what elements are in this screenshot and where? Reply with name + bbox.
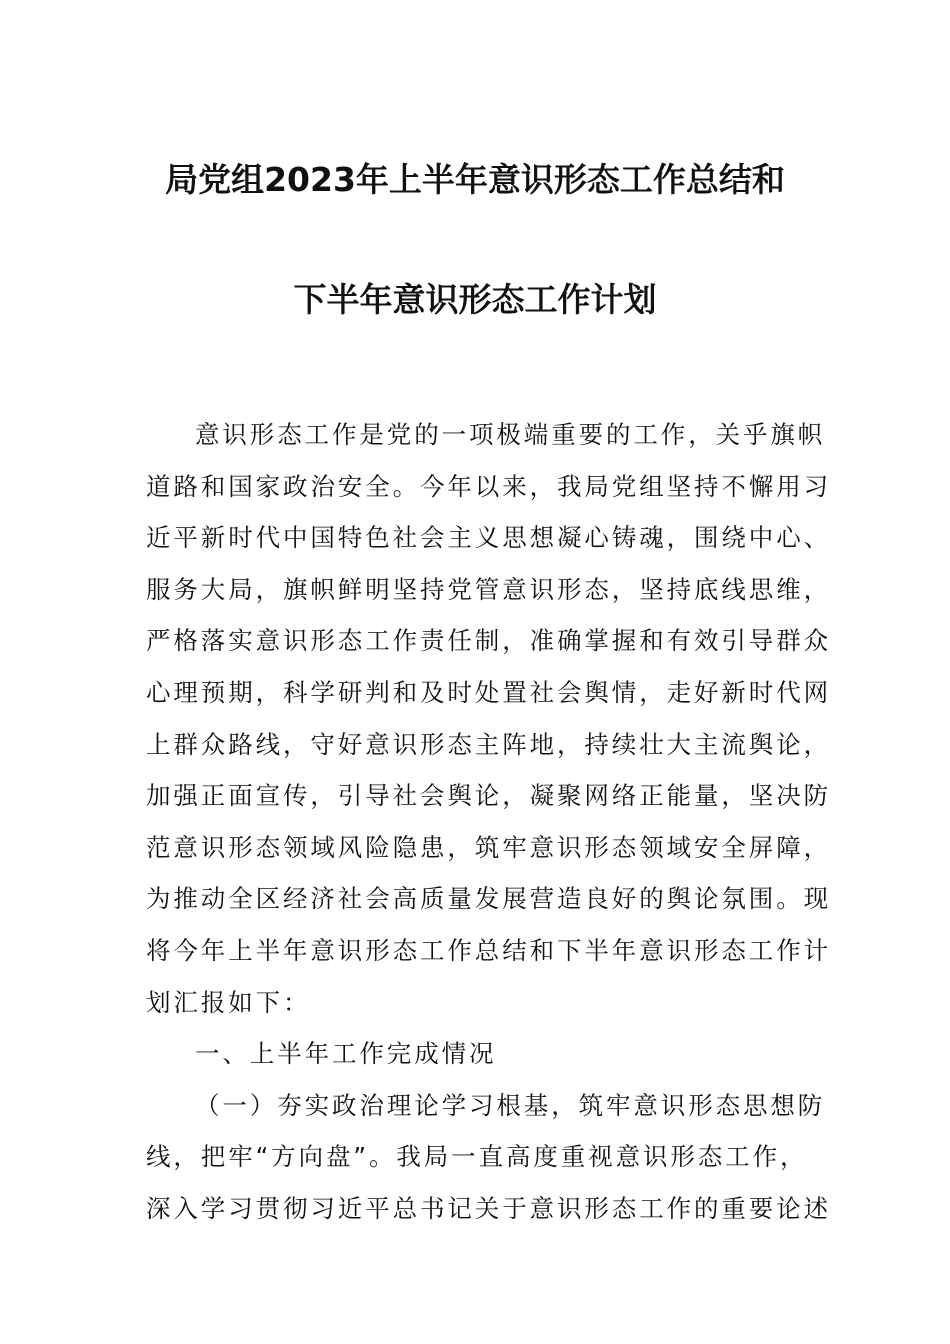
text-line: 为推动全区经济社会高质量发展营造良好的舆论氛围。现 [146,884,831,914]
text-line: 范意识形态领域风险隐患，筑牢意识形态领域安全屏障， [146,832,831,862]
text-line: 心理预期，科学研判和及时处置社会舆情，走好新时代网 [146,677,831,707]
text-line: 意识形态工作是党的一项极端重要的工作，关乎旗帜 [195,420,826,449]
paragraph-subsection-1 [146,1080,831,1235]
text-line: 划汇报如下： [146,987,311,1017]
text-line: 近平新时代中国特色社会主义思想凝心铸魂，围绕中心、 [146,523,831,553]
section-heading-text: 一、上半年工作完成情况 [195,1039,497,1069]
text-line: 线，把牢“方向盘”。我局一直高度重视意识形态工作， [146,1142,808,1172]
text-line: 严格落实意识形态工作责任制，准确掌握和有效引导群众 [146,626,831,656]
text-line: 加强正面宣传，引导社会舆论，凝聚网络正能量，坚决防 [146,781,831,811]
text-line: 上群众路线，守好意识形态主阵地，持续壮大主流舆论， [146,729,831,759]
section-heading [146,1028,808,1080]
text-line: 深入学习贯彻习近平总书记关于意识形态工作的重要论述 [146,1193,831,1223]
text-line: （一）夯实政治理论学习根基，筑牢意识形态思想防 [195,1090,826,1120]
document-title-line-2: 下半年意识形态工作计划 [293,280,657,319]
text-line: 道路和国家政治安全。今年以来，我局党组坚持不懈用习 [146,471,831,501]
document-body [146,409,831,1235]
text-line: 将今年上半年意识形态工作总结和下半年意识形态工作计 [146,935,831,965]
text-line: 服务大局，旗帜鲜明坚持党管意识形态，坚持底线思维， [146,574,831,604]
document-title-line-1: 局党组2023年上半年意识形态工作总结和 [165,160,785,199]
paragraph-intro [146,409,831,1028]
